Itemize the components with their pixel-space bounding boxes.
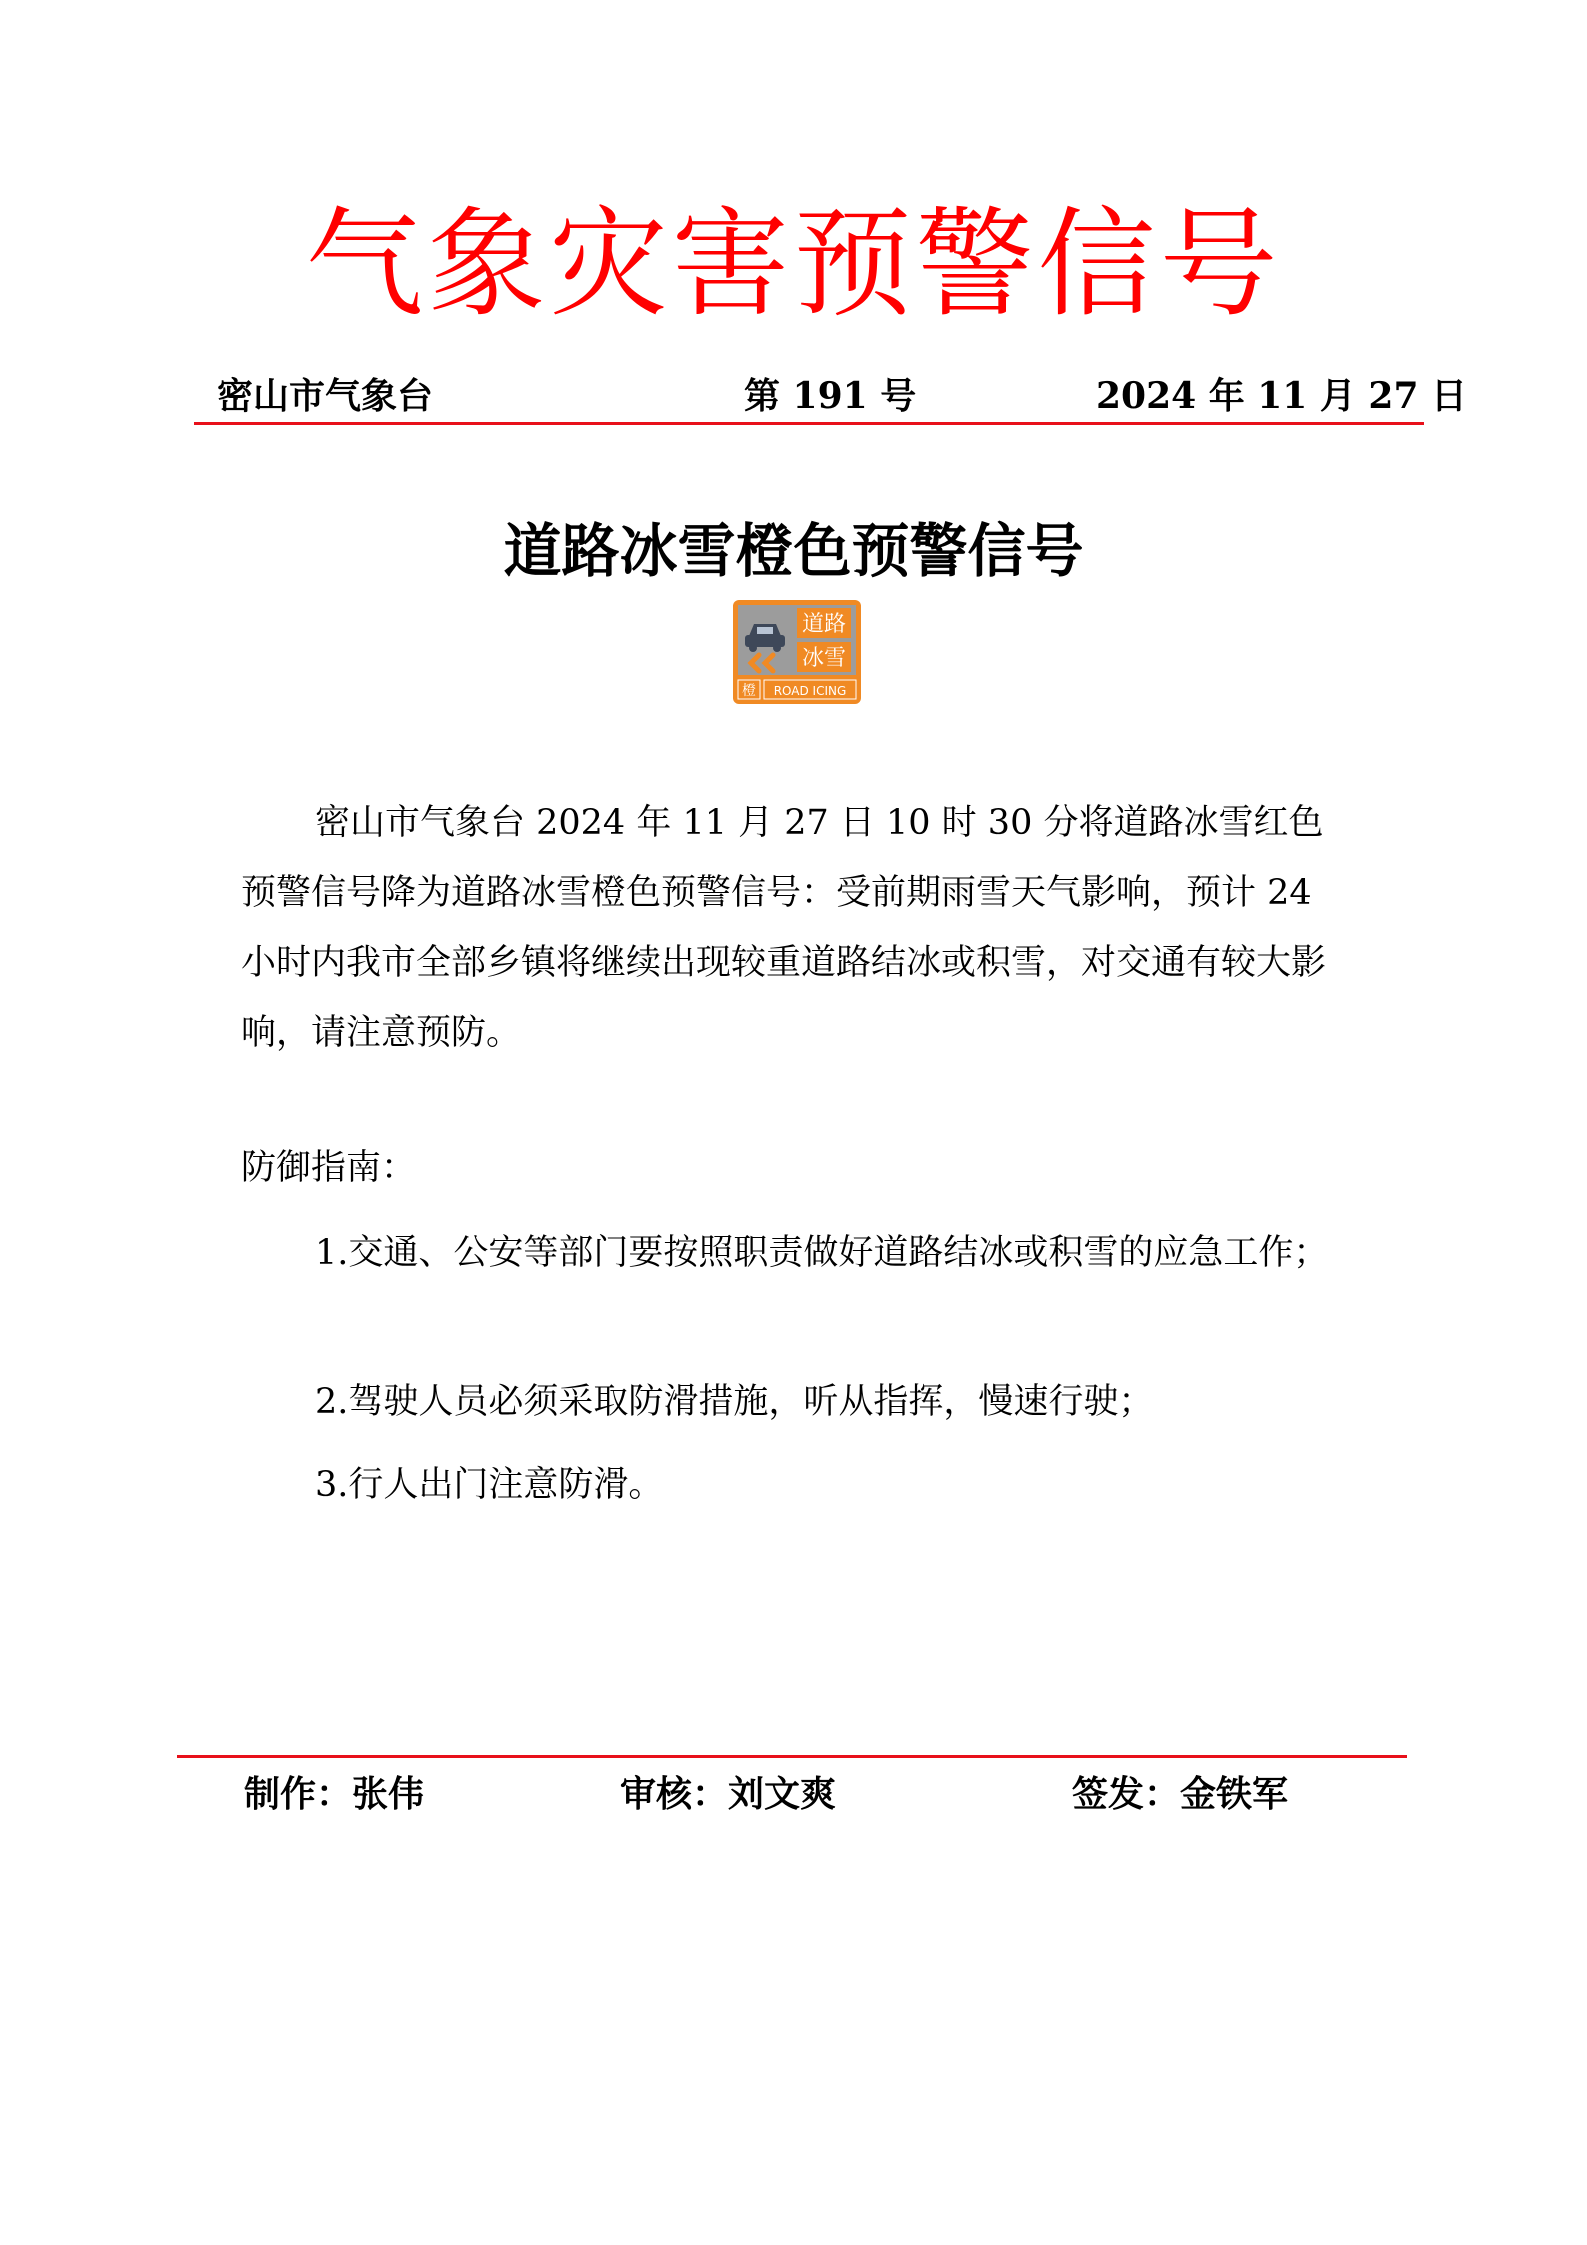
guide-heading: 防御指南： (241, 1148, 417, 1188)
guide-item: 2.驾驶人员必须采取防滑措施，听从指挥，慢速行驶； (315, 1382, 1154, 1422)
warning-paragraph: 密山市气象台 2024 年 11 月 27 日 10 时 30 分将道路冰雪红色预警信号降为道路冰雪橙色预警信号：受前期雨雪天气影响，预计 24 小时内我市全部乡镇将继续出现较重道路结冰或积雪，对交通有较大影响，请注意预防。 (241, 803, 1327, 1053)
issuer-credit: 签发：金铁军 (1072, 1774, 1289, 1815)
guide-item: 3.行人出门注意防滑。 (315, 1465, 664, 1505)
icon-english-label: ROAD ICING (773, 684, 847, 698)
issuer-name: 密山市气象台 (217, 375, 434, 417)
footer-divider (177, 1755, 1407, 1758)
icon-level-label: 橙 (742, 683, 756, 699)
issue-date: 2024 年 11 月 27 日 (1096, 375, 1468, 417)
guide-item: 1.交通、公安等部门要按照职责做好道路结冰或积雪的应急工作； (315, 1233, 1329, 1273)
issue-number: 第 191 号 (744, 375, 917, 417)
signal-title: 道路冰雪橙色预警信号 (503, 517, 1084, 585)
road-icing-orange-icon (733, 600, 861, 704)
producer-credit: 制作：张伟 (244, 1774, 425, 1815)
reviewer-credit: 审核：刘文爽 (620, 1774, 837, 1815)
masthead-title: 气象灾害预警信号 (305, 195, 1282, 333)
icon-text-top: 道路 (801, 612, 847, 637)
icon-text-bottom: 冰雪 (801, 646, 847, 671)
header-divider (194, 422, 1424, 425)
